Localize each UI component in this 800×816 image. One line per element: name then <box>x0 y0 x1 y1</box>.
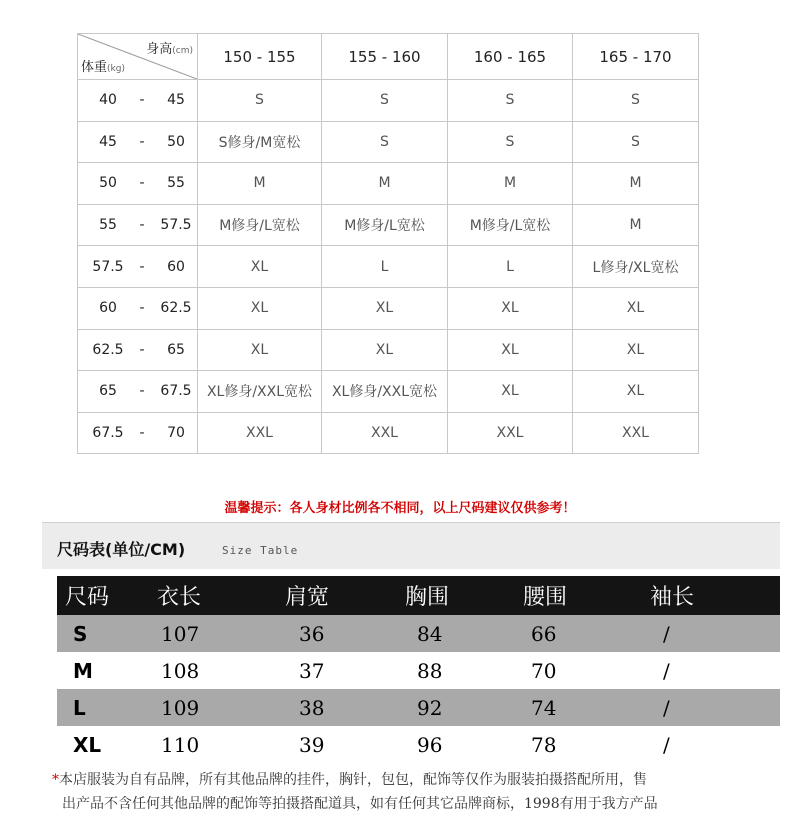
weight-range-cell <box>78 163 198 205</box>
disclaimer-footnote: *本店服装为自有品牌，所有其他品牌的挂件，胸针，包包，配饰等仅作为服装拍摄搭配所用，售 出产品不含任何其他品牌的配饰等拍摄搭配道具，如有任何其它品牌商标，1998有用于我方产品 <box>52 772 658 812</box>
range-dash: - <box>139 133 145 150</box>
weight-to: 57.5 <box>160 217 192 234</box>
recommended-size-cell: XL <box>448 287 573 329</box>
recommended-size-cell: XL <box>573 329 699 371</box>
height-column-header: 150 - 155 <box>198 34 322 80</box>
table-row <box>78 204 699 246</box>
chest-value: 88 <box>417 658 443 683</box>
recommended-size-cell: M <box>573 204 699 246</box>
shoulder-value: 39 <box>299 732 325 757</box>
table-row <box>78 329 699 371</box>
header-shoulder: 肩宽 <box>285 585 330 610</box>
weight-from: 55 <box>99 217 117 234</box>
recommended-size-cell: XL修身/XXL宽松 <box>322 371 448 413</box>
recommended-size-cell: XL <box>573 371 699 413</box>
recommended-size-cell: S <box>448 80 573 122</box>
weight-range-cell <box>78 121 198 163</box>
weight-from: 62.5 <box>92 341 124 358</box>
table-row <box>78 121 699 163</box>
table-row <box>57 689 780 726</box>
recommended-size-cell: XXL <box>198 412 322 454</box>
weight-to: 60 <box>167 258 185 275</box>
chest-value: 96 <box>417 732 443 757</box>
sleeve-value: / <box>663 732 670 757</box>
size-chart-title: 尺码表(单位/CM) <box>57 540 186 559</box>
recommended-size-cell: S <box>573 80 699 122</box>
weight-range-cell <box>78 329 198 371</box>
size-measurement-table <box>57 576 780 763</box>
weight-to: 45 <box>167 92 185 109</box>
weight-from: 67.5 <box>92 425 124 442</box>
table-row <box>57 652 780 689</box>
chest-value: 92 <box>417 695 443 720</box>
fit-tip-text: 温馨提示：各人身材比例各不相同，以上尺码建议仅供参考！ <box>224 501 576 516</box>
height-axis-label: 身高(cm) <box>146 42 193 57</box>
recommended-size-cell: M <box>573 163 699 205</box>
recommended-size-cell: XL <box>573 287 699 329</box>
weight-to: 50 <box>167 133 185 150</box>
table-row <box>78 246 699 288</box>
length-value: 110 <box>161 732 200 757</box>
weight-to: 55 <box>167 175 185 192</box>
range-dash: - <box>139 92 145 109</box>
table-row <box>57 726 780 763</box>
range-dash: - <box>139 383 145 400</box>
table-row <box>78 80 699 122</box>
recommended-size-cell: L修身/XL宽松 <box>573 246 699 288</box>
recommended-size-cell: XL <box>448 329 573 371</box>
table-row <box>78 371 699 413</box>
recommended-size-cell: M <box>322 163 448 205</box>
recommended-size-cell: S <box>322 80 448 122</box>
recommended-size-cell: M <box>448 163 573 205</box>
height-column-header: 165 - 170 <box>573 34 699 80</box>
weight-from: 60 <box>99 300 117 317</box>
recommended-size-cell: XL <box>198 246 322 288</box>
weight-to: 67.5 <box>160 383 192 400</box>
height-column-header: 160 - 165 <box>448 34 573 80</box>
weight-range-cell <box>78 204 198 246</box>
weight-range-cell <box>78 371 198 413</box>
recommended-size-cell: XXL <box>322 412 448 454</box>
waist-value: 66 <box>531 621 557 646</box>
weight-range-cell <box>78 80 198 122</box>
range-dash: - <box>139 175 145 192</box>
recommended-size-cell: M <box>198 163 322 205</box>
size-table-header-row <box>57 576 780 615</box>
range-dash: - <box>139 425 145 442</box>
range-dash: - <box>139 258 145 275</box>
table-header-row <box>78 34 699 80</box>
range-dash: - <box>139 300 145 317</box>
recommended-size-cell: XXL <box>573 412 699 454</box>
waist-value: 70 <box>531 658 557 683</box>
recommended-size-cell: L <box>322 246 448 288</box>
recommended-size-cell: XL <box>198 329 322 371</box>
recommended-size-cell: S <box>573 121 699 163</box>
weight-range-cell <box>78 287 198 329</box>
recommended-size-cell: M修身/L宽松 <box>322 204 448 246</box>
size-label: L <box>73 695 86 720</box>
size-label: XL <box>73 732 102 757</box>
recommended-size-cell: M修身/L宽松 <box>448 204 573 246</box>
recommended-size-cell: S <box>448 121 573 163</box>
header-length: 衣长 <box>157 585 202 610</box>
header-sleeve: 袖长 <box>650 585 695 610</box>
shoulder-value: 36 <box>299 621 325 646</box>
recommended-size-cell: S <box>198 80 322 122</box>
sleeve-value: / <box>663 621 670 646</box>
length-value: 107 <box>161 621 200 646</box>
header-chest: 胸围 <box>405 585 450 610</box>
recommended-size-cell: XL <box>198 287 322 329</box>
recommended-size-cell: XL <box>322 329 448 371</box>
shoulder-value: 38 <box>299 695 325 720</box>
table-row <box>57 615 780 652</box>
size-chart-subtitle: Size Table <box>222 544 299 557</box>
sleeve-value: / <box>663 695 670 720</box>
length-value: 109 <box>161 695 200 720</box>
table-row <box>78 163 699 205</box>
sleeve-value: / <box>663 658 670 683</box>
waist-value: 74 <box>531 695 557 720</box>
shoulder-value: 37 <box>299 658 325 683</box>
recommended-size-cell: L <box>448 246 573 288</box>
weight-from: 50 <box>99 175 117 192</box>
weight-axis-label: 体重(kg) <box>81 60 125 75</box>
recommended-size-cell: S修身/M宽松 <box>198 121 322 163</box>
table-row <box>78 412 699 454</box>
weight-to: 65 <box>167 341 185 358</box>
length-value: 108 <box>161 658 200 683</box>
height-column-header: 155 - 160 <box>322 34 448 80</box>
recommended-size-cell: S <box>322 121 448 163</box>
size-label: S <box>73 621 88 646</box>
recommended-size-cell: XXL <box>448 412 573 454</box>
header-size: 尺码 <box>65 585 110 610</box>
corner-header-cell <box>78 34 198 80</box>
size-recommendation-table <box>77 33 699 454</box>
table-row <box>78 287 699 329</box>
weight-to: 70 <box>167 425 185 442</box>
range-dash: - <box>139 341 145 358</box>
chest-value: 84 <box>417 621 443 646</box>
waist-value: 78 <box>531 732 557 757</box>
weight-from: 57.5 <box>92 258 124 275</box>
recommended-size-cell: XL <box>448 371 573 413</box>
weight-from: 45 <box>99 133 117 150</box>
weight-from: 40 <box>99 92 117 109</box>
weight-range-cell <box>78 246 198 288</box>
recommended-size-cell: M修身/L宽松 <box>198 204 322 246</box>
recommended-size-cell: XL修身/XXL宽松 <box>198 371 322 413</box>
weight-range-cell <box>78 412 198 454</box>
weight-from: 65 <box>99 383 117 400</box>
recommended-size-cell: XL <box>322 287 448 329</box>
size-label: M <box>73 658 93 683</box>
range-dash: - <box>139 217 145 234</box>
header-waist: 腰围 <box>523 585 568 610</box>
weight-to: 62.5 <box>160 300 192 317</box>
size-chart-title-bar <box>42 522 780 569</box>
